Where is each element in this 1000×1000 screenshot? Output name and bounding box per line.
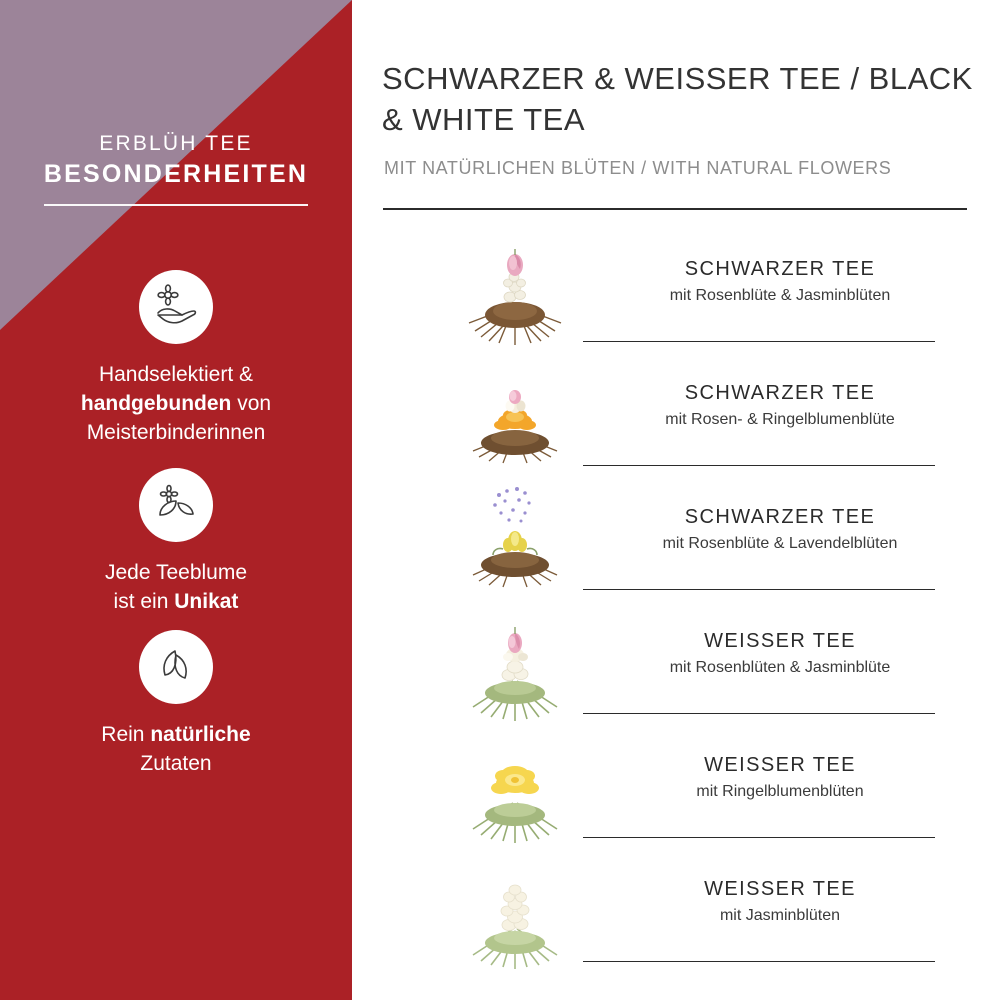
feature-line-2: Zutaten [140,752,212,775]
product-description: mit Rosen- & Ringelblumenblüte [665,411,895,428]
blossom-leaf-icon [139,468,213,542]
main-panel [352,0,1000,1000]
product-name: SCHWARZER TEE [684,258,876,280]
product-description: mit Rosenblüte & Lavendelblüten [662,535,898,552]
feature-line-1: Rein [101,723,151,746]
feature-text [0,558,352,616]
feature-item [0,630,352,778]
tea-flower-rose-jasmine-icon [460,232,570,356]
product-description: mit Rosenblüte & Jasminblüten [669,287,891,304]
sidebar-title: BESONDERHEITEN [43,160,309,188]
product-row [352,356,1000,480]
feature-item [0,270,352,447]
sidebar-divider [44,204,308,206]
product-divider [583,713,935,715]
page-title: SCHWARZER & WEISSER TEE / BLACK & WHITE TEA [382,61,973,137]
product-divider [583,341,935,343]
tea-flower-rose-lavender-icon [460,480,570,604]
feature-item [0,468,352,616]
tea-flower-white-rose-jasmine-icon [460,604,570,728]
page-subtitle: MIT NATÜRLICHEN BLÜTEN / WITH NATURAL FLOWERS [384,158,892,178]
feature-line-1: Handselektiert & [98,363,254,386]
product-info [590,630,970,677]
product-info [590,878,970,925]
feature-line-2-bold: Unikat [174,590,239,613]
product-list [352,232,1000,976]
product-divider [583,961,935,963]
sidebar-eyebrow: ERBLÜH TEE [99,132,253,155]
product-name: WEISSER TEE [704,754,856,776]
product-name: SCHWARZER TEE [684,382,876,404]
feature-text [0,360,352,447]
feature-line-2-bold: handgebunden [80,392,232,415]
product-name: WEISSER TEE [704,878,856,900]
product-row [352,604,1000,728]
product-info [590,382,970,429]
product-row [352,852,1000,976]
hand-flower-icon [139,270,213,344]
product-divider [583,837,935,839]
two-leaves-icon [139,630,213,704]
feature-line-1: Jede Teeblume [104,561,248,584]
product-divider [583,465,935,467]
product-description: mit Jasminblüten [719,907,841,924]
product-info [590,258,970,305]
tea-flower-white-marigold-icon [460,728,570,852]
product-info [590,506,970,553]
feature-text [0,720,352,778]
product-row [352,480,1000,604]
product-divider [583,589,935,591]
product-description: mit Ringelblumenblüten [696,783,864,800]
product-name: WEISSER TEE [704,630,856,652]
feature-line-2: ist ein [113,590,175,613]
feature-line-2: von [231,392,272,415]
sidebar-panel [0,0,352,1000]
product-name: SCHWARZER TEE [684,506,876,528]
header-divider [383,208,967,210]
product-info [590,754,970,801]
feature-line-3: Meisterbinderinnen [86,421,266,444]
sidebar-content [0,0,352,1000]
feature-line-1-bold: natürliche [150,723,251,746]
tea-flower-white-jasmine-icon [460,852,570,976]
product-description: mit Rosenblüten & Jasminblüte [669,659,891,676]
tea-flower-rose-marigold-icon [460,356,570,480]
product-row [352,232,1000,356]
product-row [352,728,1000,852]
